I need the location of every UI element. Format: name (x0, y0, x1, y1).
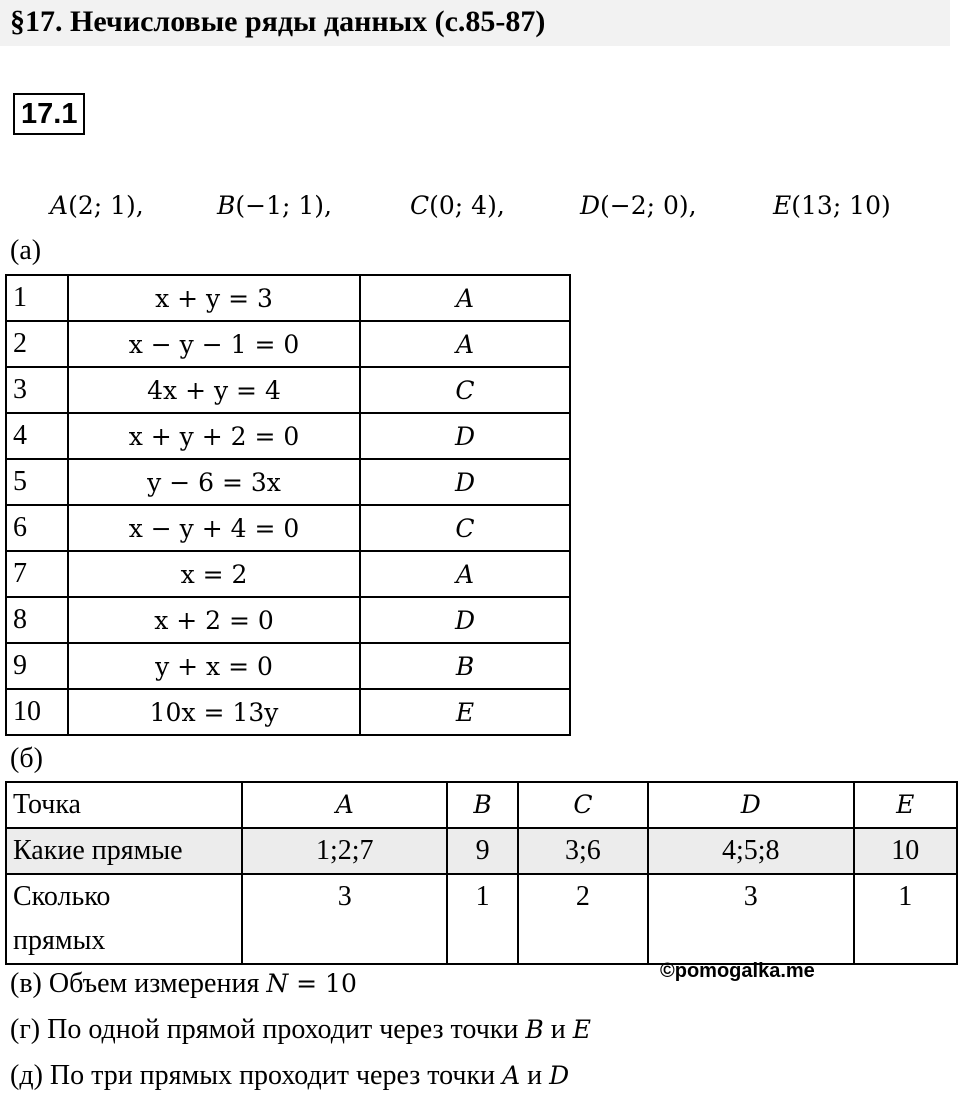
part-v-answer: (в) Объем измерения N = 10 (10, 968, 357, 999)
equation: x + 2 = 0 (68, 597, 360, 643)
table-row (6, 367, 570, 413)
row-number: 7 (6, 551, 68, 597)
watermark: ©pomogalka.me (660, 960, 815, 982)
point-c: C(0; 4), (410, 191, 505, 220)
row-number: 2 (6, 321, 68, 367)
row-number: 1 (6, 275, 68, 321)
table-row-header (6, 782, 957, 828)
point-cell: A (360, 551, 570, 597)
equation: x − y − 1 = 0 (68, 321, 360, 367)
table-row (6, 413, 570, 459)
part-d-answer: (д) По три прямых проходит через точки A и D (10, 1060, 570, 1091)
point-cell: E (360, 689, 570, 735)
points-list (0, 188, 960, 228)
which-lines-cell: 1;2;7 (242, 828, 447, 874)
row-number: 6 (6, 505, 68, 551)
how-many-cell: 1 (447, 874, 517, 964)
how-many-cell: 1 (854, 874, 958, 964)
header-point: B (447, 782, 517, 828)
table-row (6, 459, 570, 505)
row-number: 10 (6, 689, 68, 735)
which-lines-label: Какие прямые (6, 828, 242, 874)
table-row (6, 689, 570, 735)
point-cell: C (360, 367, 570, 413)
point-cell: A (360, 275, 570, 321)
section-title: §17. Нечисловые ряды данных (с.85-87) (10, 5, 546, 38)
task-number: 17.1 (13, 93, 85, 135)
equation: y − 6 = 3x (68, 459, 360, 505)
header-point: C (518, 782, 648, 828)
point-a: A(2; 1), (50, 191, 144, 220)
point-cell: D (360, 597, 570, 643)
section-header (0, 0, 950, 46)
equation: 4x + y = 4 (68, 367, 360, 413)
row-number: 3 (6, 367, 68, 413)
table-row (6, 597, 570, 643)
header-point: A (242, 782, 447, 828)
which-lines-cell: 9 (447, 828, 517, 874)
table-row-how-many (6, 874, 957, 964)
point-cell: A (360, 321, 570, 367)
part-g-answer: (г) По одной прямой проходит через точки B и E (10, 1014, 591, 1045)
equations-table (5, 274, 571, 736)
row-number: 4 (6, 413, 68, 459)
which-lines-cell: 10 (854, 828, 958, 874)
row-number: 9 (6, 643, 68, 689)
point-cell: D (360, 413, 570, 459)
equation: y + x = 0 (68, 643, 360, 689)
table-row (6, 275, 570, 321)
equation: 10x = 13y (68, 689, 360, 735)
how-many-cell: 2 (518, 874, 648, 964)
point-cell: B (360, 643, 570, 689)
point-cell: C (360, 505, 570, 551)
row-number: 5 (6, 459, 68, 505)
point-b: B(−1; 1), (217, 191, 332, 220)
table-row (6, 551, 570, 597)
header-point: E (854, 782, 958, 828)
header-label: Точка (6, 782, 242, 828)
part-a-label: (а) (10, 235, 42, 266)
table-row-which-lines (6, 828, 957, 874)
equation: x + y + 2 = 0 (68, 413, 360, 459)
how-many-label: Сколько прямых (6, 874, 242, 964)
equation: x − y + 4 = 0 (68, 505, 360, 551)
table-row (6, 643, 570, 689)
point-e: E(13; 10) (773, 191, 891, 220)
header-point: D (648, 782, 853, 828)
row-number: 8 (6, 597, 68, 643)
point-d: D(−2; 0), (580, 191, 697, 220)
part-b-label: (б) (10, 743, 43, 774)
which-lines-cell: 3;6 (518, 828, 648, 874)
how-many-cell: 3 (648, 874, 853, 964)
table-row (6, 321, 570, 367)
which-lines-cell: 4;5;8 (648, 828, 853, 874)
point-cell: D (360, 459, 570, 505)
points-summary-table (5, 781, 958, 965)
equation: x + y = 3 (68, 275, 360, 321)
how-many-cell: 3 (242, 874, 447, 964)
equation: x = 2 (68, 551, 360, 597)
table-row (6, 505, 570, 551)
